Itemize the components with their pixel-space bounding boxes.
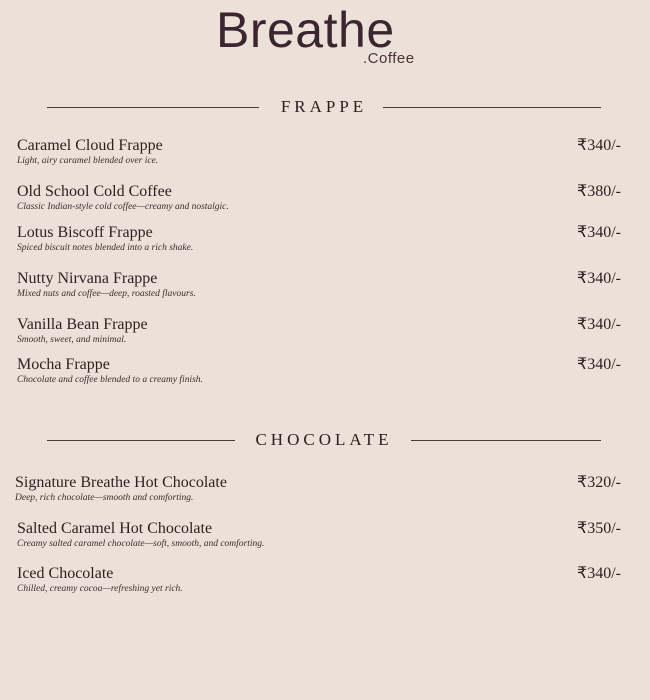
item-name: Lotus Biscoff Frappe [17,224,153,241]
item-name: Vanilla Bean Frappe [17,316,148,333]
item-price: ₹340/- [577,565,621,582]
menu-item [17,137,623,168]
item-description: Smooth, sweet, and minimal. [17,335,127,345]
menu-item [17,520,623,551]
item-description: Chilled, creamy cocoa—refreshing yet rich. [17,584,183,594]
item-description: Mixed nuts and coffee—deep, roasted flavours. [17,289,196,299]
menu-item [17,356,623,387]
section-title: CHOCOLATE [255,430,393,449]
item-description: Deep, rich chocolate—smooth and comforting. [15,493,194,503]
menu-item [17,224,623,255]
section-header-frappe [47,97,601,117]
divider-line-right [383,107,601,108]
menu-item [17,270,623,301]
menu-item [17,316,623,347]
item-price: ₹340/- [577,270,621,287]
menu-item [15,474,623,505]
item-name: Mocha Frappe [17,356,110,373]
item-name: Salted Caramel Hot Chocolate [17,520,213,537]
item-price: ₹340/- [577,137,621,154]
section-header-chocolate [47,430,601,450]
divider-line-right [411,440,601,441]
item-description: Classic Indian-style cold coffee—creamy and nostalgic. [17,202,229,212]
menu-item [17,183,623,214]
item-description: Light, airy caramel blended over ice. [17,156,159,166]
item-name: Signature Breathe Hot Chocolate [15,474,227,491]
item-description: Spiced biscuit notes blended into a rich shake. [17,243,194,253]
item-price: ₹380/- [577,183,621,200]
menu-item [17,565,623,596]
item-price: ₹320/- [577,474,621,491]
item-price: ₹340/- [577,224,621,241]
section-title: FRAPPE [280,97,368,116]
brand-subtitle: .Coffee [363,50,415,67]
item-name: Iced Chocolate [17,565,114,582]
item-price: ₹340/- [577,356,621,373]
item-price: ₹350/- [577,520,621,537]
item-description: Chocolate and coffee blended to a creamy finish. [17,375,203,385]
item-name: Old School Cold Coffee [17,183,172,200]
item-name: Nutty Nirvana Frappe [17,270,158,287]
brand-name: Breathe [216,2,395,58]
item-name: Caramel Cloud Frappe [17,137,163,154]
item-price: ₹340/- [577,316,621,333]
item-description: Creamy salted caramel chocolate—soft, smooth, and comforting. [17,539,265,549]
